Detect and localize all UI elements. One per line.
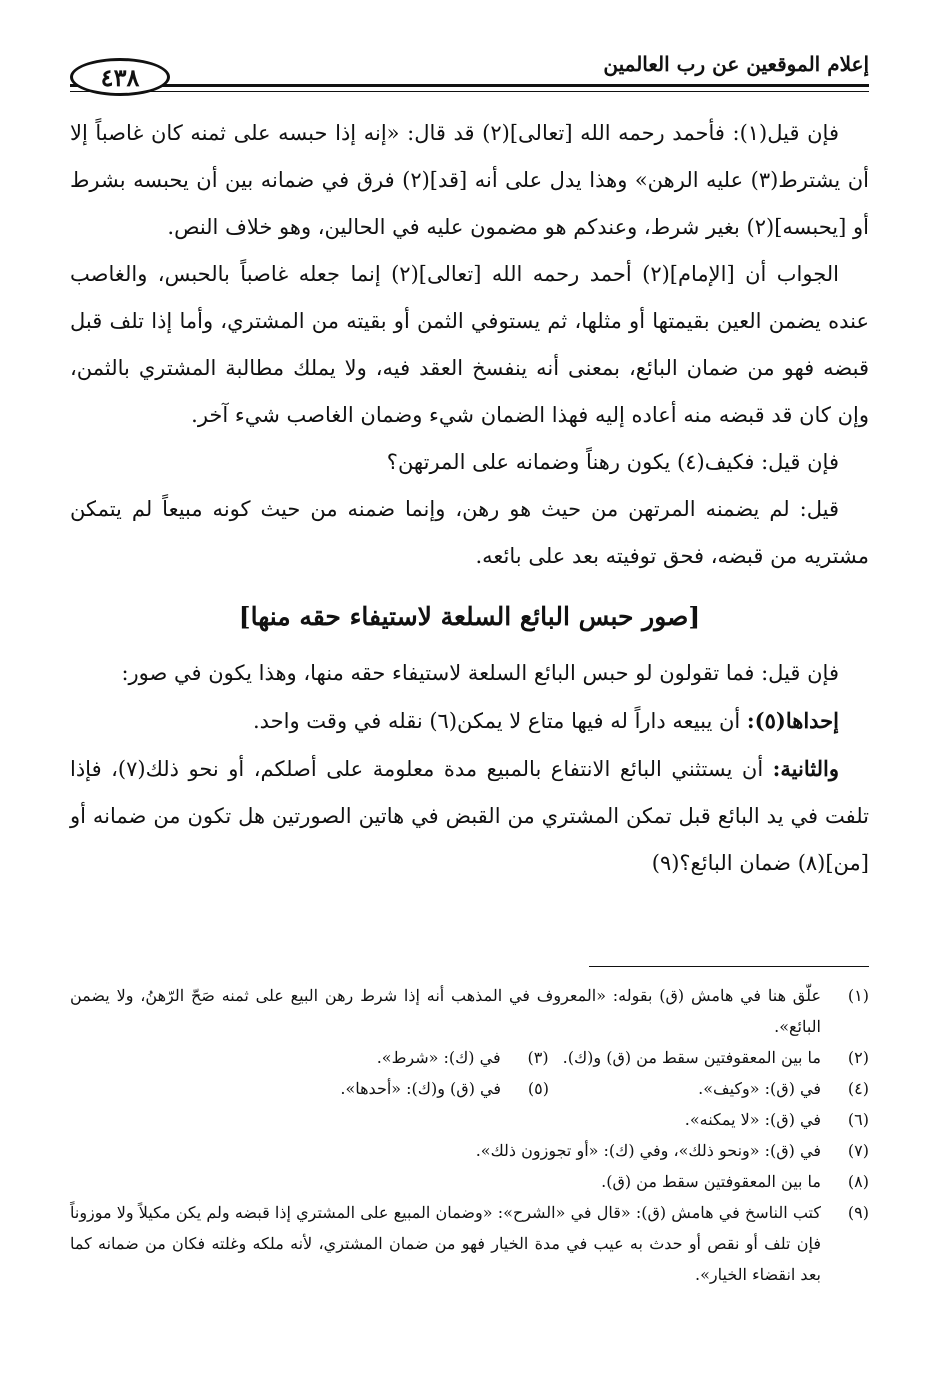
section-heading: [صور حبس البائع السلعة لاستيفاء حقه منها] xyxy=(238,602,701,631)
footnote-text: في (ك): «شرط». xyxy=(376,1048,501,1067)
footnote-number: (٢) xyxy=(847,1048,869,1067)
paragraph-reply: قيل: لم يضمنه المرتهن من حيث هو رهن، وإنما ضمنه من حيث كونه مبيعاً لم يتمكن مشتريه من قبضه، فحق توفيته بعد على بائعه. xyxy=(70,497,869,568)
case-two-lead: والثانية: xyxy=(772,756,839,781)
case-two-text: أن يستثني البائع الانتفاع بالمبيع مدة معلومة على أصلكم، أو نحو ذلك(٧)، فإذا تلفت في يد البائع قبل تمكن المشتري من القبض في هاتين الصورتين هل تكون من ضمانه أو [من](٨) ضمان البائع؟(٩) xyxy=(70,757,869,875)
footnote-9 xyxy=(70,1197,869,1290)
footnote-text: ما بين المعقوفتين سقط من (ق) و(ك). xyxy=(562,1048,821,1067)
paragraph-case-one xyxy=(70,697,869,745)
footnote-text: في (ق): «ونحو ذلك»، وفي (ك): «أو تجوزون ذلك». xyxy=(475,1141,821,1160)
footnote-8 xyxy=(70,1166,869,1197)
footnote-number: (٥) xyxy=(527,1079,549,1098)
case-one-lead: إحداها(٥): xyxy=(746,708,839,733)
footnote-number: (٨) xyxy=(847,1172,869,1191)
footnote-4 xyxy=(589,1073,869,1104)
paragraph-question: فإن قيل: فكيف(٤) يكون رهناً وضمانه على المرتهن؟ xyxy=(386,450,839,474)
header-rule-thin xyxy=(70,91,869,92)
footnote-3 xyxy=(377,1042,549,1073)
page-number: ٤٣٨ xyxy=(70,58,170,96)
paragraph-case-two xyxy=(70,745,869,887)
paragraph-answer: الجواب أن [الإمام](٢) أحمد رحمه الله [تعالى](٢) إنما جعله غاصباً بالحبس، والغاصب عنده يضمن العين بقيمتها أو مثلها، ثم يستوفي الثمن أو بقيته من المشتري، وأما إذا تلف قبل قبضه فهو من ضمان البائع، بمعنى أنه ينفسخ العقد فيه، ولا يملك مطالبة المشتري بالثمن، وإن كان قد قبضه منه أعاده إليه فهذا الضمان شيء وضمان الغاصب شيء آخر. xyxy=(70,262,869,427)
footnotes-2-3 xyxy=(70,1042,869,1073)
paragraph-cases-intro: فإن قيل: فما تقولون لو حبس البائع السلعة لاستيفاء حقه منها، وهذا يكون في صور: xyxy=(121,661,839,685)
footnote-7 xyxy=(70,1135,869,1166)
running-title: إعلام الموقعين عن رب العالمين xyxy=(603,52,869,76)
footnote-separator xyxy=(589,966,869,967)
header-rule-thick xyxy=(70,84,869,87)
footnote-5 xyxy=(340,1073,549,1104)
footnote-text: علّق هنا في هامش (ق) بقوله: «المعروف في المذهب أنه إذا شرط رهن البيع على ثمنه صَحّ الرّهنُ، ولا يضمن البائع». xyxy=(70,986,821,1036)
footnote-text: في (ق): «لا يمكنه». xyxy=(684,1110,821,1129)
case-one-text: أن يبيعه داراً له فيها متاع لا يمكن(٦) نقله في وقت واحد. xyxy=(252,709,747,733)
footnote-number: (١) xyxy=(847,986,869,1005)
footnote-1 xyxy=(70,980,869,1042)
page-header xyxy=(70,44,869,104)
footnote-text: في (ق) و(ك): «أحدها». xyxy=(340,1079,501,1098)
footnote-number: (٣) xyxy=(527,1048,549,1067)
footnotes xyxy=(70,980,869,1290)
paragraph-objection: فإن قيل(١): فأحمد رحمه الله [تعالى](٢) قد قال: «إنه إذا حبسه على ثمنه كان غاصباً إلا أن يشترط(٣) عليه الرهن» وهذا يدل على أنه [قد](٢) فرق في ضمانه بين أن يحبسه بشرط أو [يحبسه](٢) بغير شرط، وعندكم هو مضمون عليه في الحالين، وهو خلاف النص. xyxy=(70,121,869,239)
footnote-number: (٧) xyxy=(847,1141,869,1160)
footnote-number: (٤) xyxy=(847,1079,869,1098)
footnote-2 xyxy=(563,1042,869,1073)
main-text xyxy=(70,110,869,887)
footnote-text: كتب الناسخ في هامش (ق): «قال في «الشرح»: «وضمان المبيع على المشتري إذا قبضه ولم يكن مكيلاً ولا موزوناً فإن تلف أو نقص أو حدث به عيب في مدة الخيار فهو من ضمان المشتري، لأنه ملكه وغلته فكان من ضمانه كما بعد انقضاء الخيار». xyxy=(70,1203,821,1284)
footnote-number: (٩) xyxy=(847,1203,869,1222)
footnote-text: في (ق): «وكيف». xyxy=(698,1079,821,1098)
footnote-text: ما بين المعقوفتين سقط من (ق). xyxy=(601,1172,821,1191)
footnote-number: (٦) xyxy=(847,1110,869,1129)
footnotes-4-5 xyxy=(70,1073,869,1104)
footnote-6 xyxy=(70,1104,869,1135)
